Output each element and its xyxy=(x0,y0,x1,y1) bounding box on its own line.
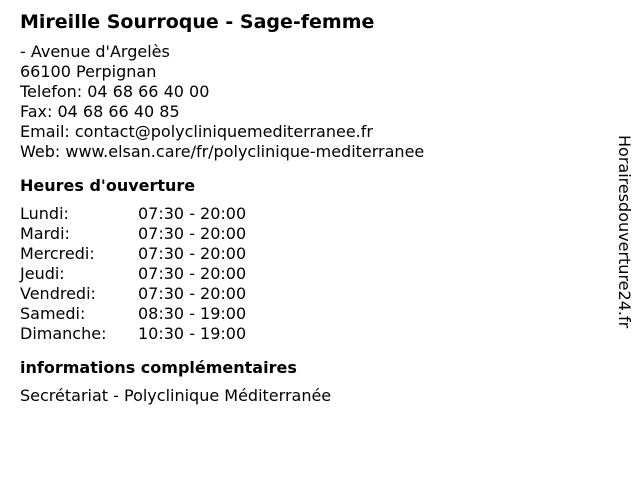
time-range: 07:30 - 20:00 xyxy=(138,204,247,223)
hours-heading: Heures d'ouverture xyxy=(20,176,196,195)
day-label: Mercredi: xyxy=(20,244,95,263)
day-label: Lundi: xyxy=(20,204,69,223)
hours-row-wednesday xyxy=(20,244,600,264)
hours-row-friday xyxy=(20,284,600,304)
info-heading: informations complémentaires xyxy=(20,358,297,377)
hours-table xyxy=(20,204,600,344)
time-range: 07:30 - 20:00 xyxy=(138,264,247,283)
info-text: Secrétariat - Polyclinique Méditerranée xyxy=(20,386,332,405)
listing-card xyxy=(20,10,600,406)
hours-row-tuesday xyxy=(20,224,600,244)
contact-block xyxy=(20,42,600,162)
web-line: Web: www.elsan.care/fr/polyclinique-mediterranee xyxy=(20,142,425,161)
phone-line: Telefon: 04 68 66 40 00 xyxy=(20,82,210,101)
time-range: 07:30 - 20:00 xyxy=(138,284,247,303)
day-label: Vendredi: xyxy=(20,284,96,303)
hours-row-thursday xyxy=(20,264,600,284)
day-label: Mardi: xyxy=(20,224,70,243)
time-range: 10:30 - 19:00 xyxy=(138,324,247,343)
hours-row-saturday xyxy=(20,304,600,324)
day-label: Dimanche: xyxy=(20,324,107,343)
time-range: 07:30 - 20:00 xyxy=(138,244,247,263)
hours-row-sunday xyxy=(20,324,600,344)
time-range: 08:30 - 19:00 xyxy=(138,304,247,323)
address-line: - Avenue d'Argelès xyxy=(20,42,170,61)
fax-line: Fax: 04 68 66 40 85 xyxy=(20,102,180,121)
time-range: 07:30 - 20:00 xyxy=(138,224,247,243)
site-watermark: Horairesdouverture24.fr xyxy=(615,135,634,329)
city-line: 66100 Perpignan xyxy=(20,62,157,81)
email-line: Email: contact@polycliniquemediterranee.fr xyxy=(20,122,373,141)
hours-row-monday xyxy=(20,204,600,224)
day-label: Jeudi: xyxy=(20,264,65,283)
day-label: Samedi: xyxy=(20,304,86,323)
page-title: Mireille Sourroque - Sage-femme xyxy=(20,11,375,33)
